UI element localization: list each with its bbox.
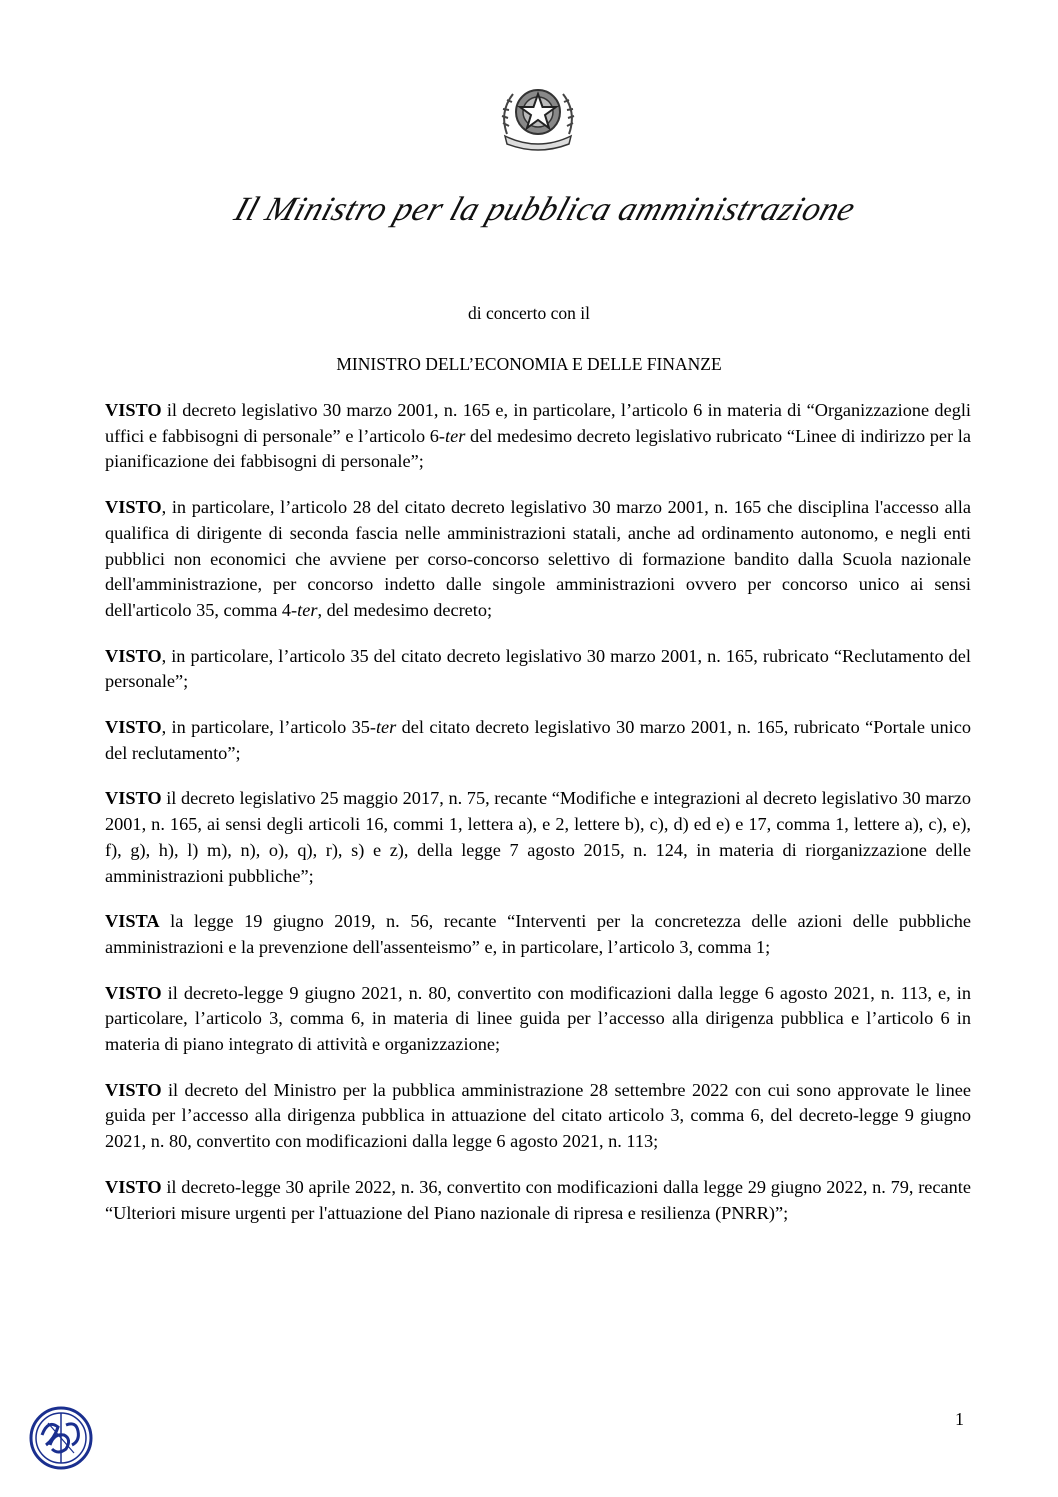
paragraph-lead: VISTO (105, 497, 162, 518)
paragraph-visto-8 (105, 1078, 971, 1155)
paragraph-text: la legge 19 giugno 2019, n. 56, recante “Interventi per la concretezza delle azioni delle pubbliche amministrazioni e la prevenzione dell'assenteismo” e, in particolare, l’articolo 3, comma 1; (105, 911, 971, 957)
paragraph-visto-1 (105, 398, 971, 475)
paragraph-lead: VISTO (105, 717, 162, 738)
paragraph-text: , del medesimo decreto; (317, 599, 493, 620)
paragraph-text: il decreto legislativo 30 marzo 2001, n. 165 e, in particolare, l’articolo 6 in materia di “Organizzazione degli uffici e fabbisogni di personale” e l’articolo 6- (105, 400, 971, 446)
paragraph-visto-9 (105, 1175, 971, 1226)
paragraph-italic: ter (297, 599, 318, 620)
paragraph-visto-7 (105, 981, 971, 1058)
concerto-line: di concerto con il (468, 303, 590, 323)
italian-republic-emblem-icon (493, 82, 583, 152)
paragraph-italic: ter (445, 425, 466, 446)
paragraph-lead: VISTO (105, 645, 162, 666)
co-minister-title: MINISTRO DELL’ECONOMIA E DELLE FINANZE (336, 354, 722, 374)
paragraph-visto-2 (105, 495, 971, 624)
paragraph-text: il decreto-legge 9 giugno 2021, n. 80, convertito con modificazioni dalla legge 6 agosto 2021, n. 113, e, in particolare, l’articolo 3, comma 6, in materia di linee guida per l’accesso alla dirigenza pubblica e l’articolo 6 in materia di piano integrato di attività e organizzazione; (105, 982, 971, 1055)
paragraph-vista-6 (105, 909, 971, 960)
paragraph-text: il decreto-legge 30 aprile 2022, n. 36, convertito con modificazioni dalla legge 29 giugno 2022, n. 79, recante “Ulteriori misure urgenti per l'attuazione del Piano nazionale di ripresa e resilienza (PNRR)”; (105, 1176, 971, 1223)
paragraph-lead: VISTO (105, 982, 162, 1003)
paragraph-lead: VISTO (105, 400, 162, 420)
paragraph-italic: ter (375, 717, 397, 738)
paragraph-text: il decreto legislativo 25 maggio 2017, n. 75, recante “Modifiche e integrazioni al decreto legislativo 30 marzo 2001, n. 165, ai sensi degli articoli 16, commi 1, lettera a), e 2, lettere b), c), d) ed e) e 17, comma 1, lettere a), c), e), f), g), h), l) m), n), o), q), r), s) e z), della legge 7 agosto 2015, n. 124, in materia di riorganizzazione delle amministrazioni pubbliche”; (105, 788, 971, 886)
paragraph-text: , in particolare, l’articolo 35- (161, 717, 376, 738)
paragraph-lead: VISTA (105, 911, 160, 932)
paragraph-text: del medesimo decreto legislativo rubricato “Linee di indirizzo per la pianificazione dei fabbisogni di personale”; (105, 425, 972, 472)
ministry-title: Il Ministro per la pubblica amministrazione (229, 191, 861, 228)
paragraph-visto-5 (105, 786, 971, 889)
page-number: 1 (955, 1409, 964, 1429)
paragraph-text: , in particolare, l’articolo 28 del citato decreto legislativo 30 marzo 2001, n. 165 che disciplina l'accesso alla qualifica di dirigente di seconda fascia nelle amministrazioni statali, anche ad ordinamento autonomo, e negli enti pubblici non economici che avviene per corso-concorso selettivo di formazione bandito dalla Scuola nazionale dell'amministrazione, per concorso indetto dalle singole amministrazioni ovvero per concorso unico ai sensi dell'articolo 35, comma 4- (105, 497, 971, 620)
paragraph-lead: VISTO (105, 1079, 162, 1100)
paragraph-lead: VISTO (105, 1176, 162, 1197)
court-of-auditors-seal-icon (28, 1405, 94, 1471)
paragraph-visto-3 (105, 644, 971, 695)
paragraph-text: del citato decreto legislativo 30 marzo 2001, n. 165, rubricato “Portale unico del reclutamento”; (105, 717, 971, 763)
paragraph-visto-4 (105, 715, 971, 766)
paragraph-lead: VISTO (105, 788, 162, 809)
paragraph-text: , in particolare, l’articolo 35 del citato decreto legislativo 30 marzo 2001, n. 165, rubricato “Reclutamento del personale”; (105, 645, 971, 692)
paragraph-text: il decreto del Ministro per la pubblica amministrazione 28 settembre 2022 con cui sono approvate le linee guida per l’accesso alla dirigenza pubblica in attuazione del citato articolo 3, comma 6, del decreto-legge 9 giugno 2021, n. 80, convertito con modificazioni dalla legge 6 agosto 2021, n. 113; (105, 1079, 971, 1152)
document-body (105, 398, 971, 1246)
